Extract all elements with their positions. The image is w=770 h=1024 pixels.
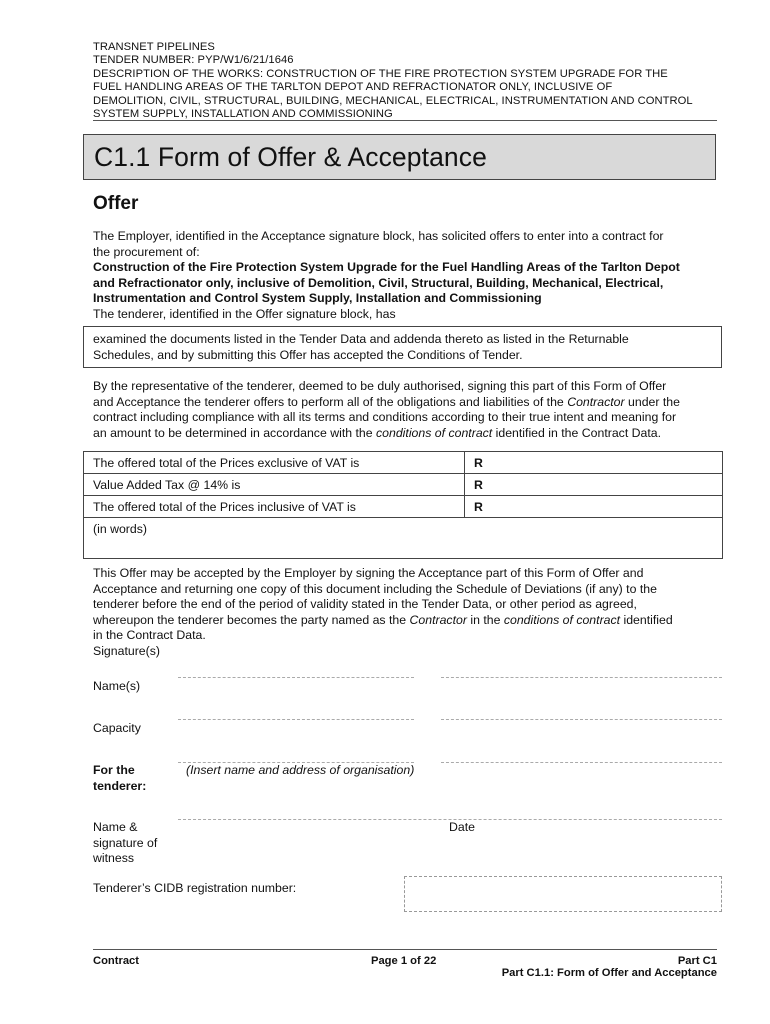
- footer-right: [502, 955, 717, 979]
- footer-part: Part C1: [677, 955, 717, 967]
- label-line: witness: [93, 851, 135, 866]
- works-description-line: and Refractionator only, inclusive of Demolition, Civil, Structural, Building, Mechanical, Electrical,: [93, 275, 664, 290]
- header-divider: [93, 120, 717, 121]
- name-line-2[interactable]: [441, 719, 722, 720]
- for-tenderer-label: [93, 763, 146, 794]
- date-label: Date: [449, 820, 475, 834]
- table-row: [84, 518, 723, 559]
- para-line: [93, 395, 718, 411]
- examined-box: [83, 326, 722, 368]
- footer-left: Contract: [93, 955, 139, 967]
- label-line: For the: [93, 763, 135, 777]
- italic-term: Contractor: [567, 394, 625, 409]
- intro-paragraph: [93, 229, 718, 323]
- text-span: under the: [624, 394, 680, 409]
- page-number: Page 1 of 22: [371, 955, 437, 967]
- header-line: FUEL HANDLING AREAS OF THE TARLTON DEPOT AND REFRACTIONATOR ONLY, INCLUSIVE OF: [93, 81, 613, 94]
- cidb-number-field[interactable]: [404, 876, 722, 912]
- witness-label: [93, 820, 157, 867]
- table-row: [84, 496, 723, 518]
- label-line: signature of: [93, 835, 158, 850]
- table-row: [84, 474, 723, 496]
- signature-line-2[interactable]: [441, 677, 722, 678]
- names-label: Name(s): [93, 679, 141, 693]
- prices-table: [83, 451, 723, 559]
- section-heading: Offer: [93, 193, 139, 214]
- para-line: By the representative of the tenderer, deemed to be duly authorised, signing this part of this Form of Offer: [93, 379, 667, 393]
- price-label: The offered total of the Prices exclusive of VAT is: [84, 452, 465, 474]
- representative-paragraph: [93, 379, 718, 441]
- price-amount-field[interactable]: R: [465, 452, 723, 474]
- header-line: TENDER NUMBER: PYP/W1/6/21/1646: [93, 54, 294, 67]
- signature-line-1[interactable]: [178, 677, 414, 678]
- price-label: The offered total of the Prices inclusive of VAT is: [84, 496, 465, 518]
- header-line: TRANSNET PIPELINES: [93, 41, 215, 53]
- header-line: SYSTEM SUPPLY, INSTALLATION AND COMMISSIONING: [93, 108, 393, 121]
- para-line: Acceptance and returning one copy of this document including the Schedule of Deviations (if any) to the: [93, 581, 657, 596]
- para-line: tenderer before the end of the period of validity stated in the Tender Data, or other period as agreed,: [93, 597, 637, 612]
- italic-term: Contractor: [409, 612, 467, 627]
- text-span: in the: [466, 612, 504, 627]
- text-span: whereupon the tenderer becomes the party named as the: [93, 612, 410, 627]
- footer-part-title: Part C1.1: Form of Offer and Acceptance: [501, 967, 717, 979]
- header-line: DEMOLITION, CIVIL, STRUCTURAL, BUILDING, MECHANICAL, ELECTRICAL, INSTRUMENTATION AND CONTROL: [93, 94, 693, 107]
- price-label: Value Added Tax @ 14% is: [84, 474, 465, 496]
- organisation-field[interactable]: (Insert name and address of organisation): [186, 763, 415, 777]
- text-span: and Acceptance the tenderer offers to perform all of the obligations and liabilities of the: [93, 394, 568, 409]
- name-line-1[interactable]: [178, 719, 414, 720]
- acceptance-paragraph: [93, 566, 718, 660]
- text-span: identified: [620, 612, 673, 627]
- italic-term: conditions of contract: [376, 425, 493, 440]
- header-line: DESCRIPTION OF THE WORKS: CONSTRUCTION OF THE FIRE PROTECTION SYSTEM UPGRADE FOR THE: [93, 67, 668, 80]
- capacity-label: Capacity: [93, 721, 141, 735]
- price-amount-field[interactable]: R: [465, 474, 723, 496]
- price-amount-field[interactable]: R: [465, 496, 723, 518]
- document-header: [93, 41, 723, 121]
- signatures-label: Signature(s): [93, 643, 160, 658]
- examined-line: Schedules, and by submitting this Offer has accepted the Conditions of Tender.: [93, 347, 523, 362]
- examined-text: [93, 332, 718, 363]
- works-description-line: Instrumentation and Control System Supply, Installation and Commissioning: [93, 291, 542, 306]
- examined-line: examined the documents listed in the Tender Data and addenda thereto as listed in the Returnable: [93, 332, 629, 346]
- para-line: This Offer may be accepted by the Employer by signing the Acceptance part of this Form of Offer and: [93, 566, 644, 580]
- text-span: identified in the Contract Data.: [492, 425, 662, 440]
- table-row: [84, 452, 723, 474]
- footer-divider: [93, 949, 717, 950]
- page-title: C1.1 Form of Offer & Acceptance: [83, 134, 716, 180]
- para-line: [93, 426, 718, 442]
- intro-line: the procurement of:: [93, 244, 200, 259]
- cidb-label: Tenderer’s CIDB registration number:: [93, 881, 297, 895]
- amount-in-words-field[interactable]: (in words): [84, 518, 723, 559]
- intro-line: The Employer, identified in the Acceptance signature block, has solicited offers to enter into a contract for: [93, 229, 664, 243]
- para-line: in the Contract Data.: [93, 628, 206, 643]
- italic-term: conditions of contract: [503, 612, 621, 627]
- para-line: contract including compliance with all its terms and conditions according to their true intent and meaning for: [93, 410, 677, 425]
- label-line: Name &: [93, 820, 138, 834]
- intro-tail: The tenderer, identified in the Offer signature block, has: [93, 306, 396, 321]
- capacity-line-2[interactable]: [441, 762, 722, 763]
- works-description-line: Construction of the Fire Protection System Upgrade for the Fuel Handling Areas of the Tarlton Depot: [93, 260, 680, 275]
- text-span: an amount to be determined in accordance with the: [93, 425, 377, 440]
- para-line: [93, 613, 718, 629]
- label-line: tenderer:: [93, 778, 147, 793]
